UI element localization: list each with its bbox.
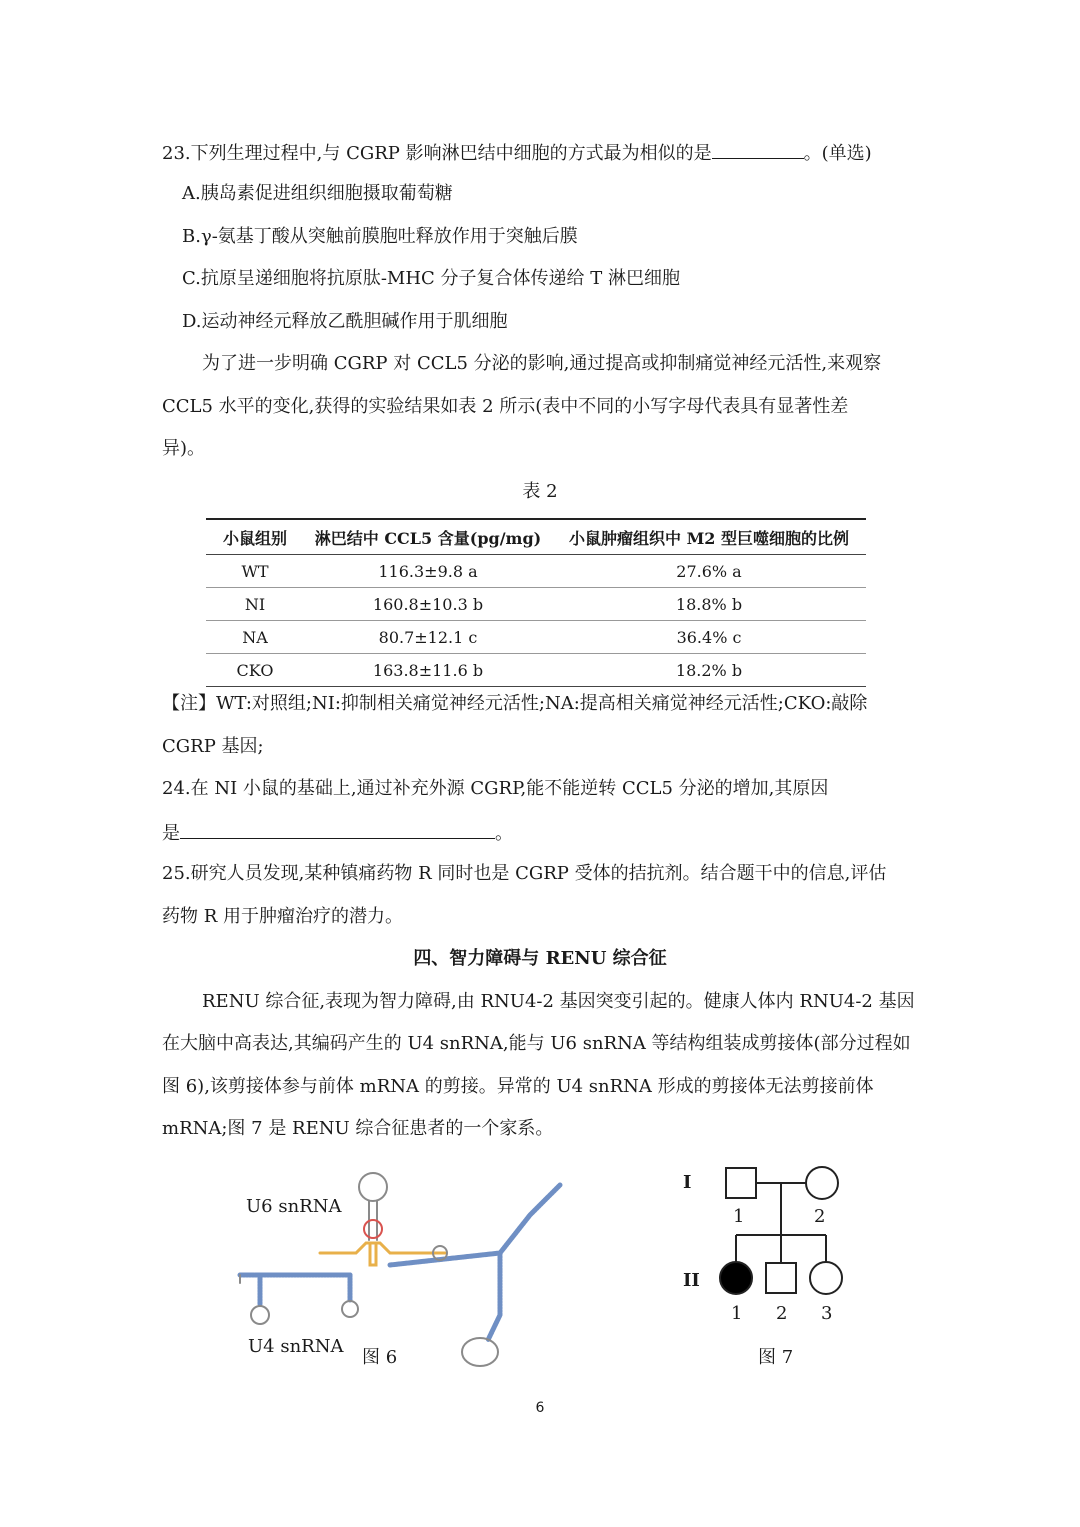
- figure-6-caption: 图 6: [362, 1347, 398, 1368]
- generation-ii-label: II: [683, 1270, 700, 1291]
- q23-stem: 23.下列生理过程中,与 CGRP 影响淋巴结中细胞的方式最为相似的是 。(单选): [162, 140, 872, 166]
- figure-7-caption: 图 7: [758, 1347, 794, 1368]
- table-header-row: [206, 519, 866, 555]
- q24-answer-blank: [180, 820, 495, 839]
- gen2-female-3: [810, 1262, 842, 1294]
- q25-line-2: 药物 R 用于肿瘤治疗的潜力。: [162, 906, 403, 927]
- gen1-id-2: 2: [814, 1206, 826, 1227]
- section4-line-2: 在大脑中高表达,其编码产生的 U4 snRNA,能与 U6 snRNA 等结构组装成剪接体(部分过程如: [162, 1033, 911, 1054]
- table-row: [206, 654, 866, 687]
- header-ccl5: 淋巴结中 CCL5 含量(pg/mg): [304, 519, 552, 555]
- u4-label: U4 snRNA: [248, 1336, 344, 1357]
- gen2-male-2: [766, 1263, 796, 1293]
- note-line-2: CGRP 基因;: [162, 736, 264, 757]
- u6-top-loop: [359, 1173, 387, 1201]
- u4-mid-loop: [342, 1301, 358, 1317]
- intro-line-2: CCL5 水平的变化,获得的实验结果如表 2 所示(表中不同的小写字母代表具有显著性差: [162, 396, 849, 417]
- intro-line-3: 异)。: [162, 438, 206, 459]
- gen2-affected-female-1: [720, 1262, 752, 1294]
- gen2-id-2: 2: [776, 1303, 788, 1324]
- u6-label: U6 snRNA: [246, 1196, 342, 1217]
- section-heading: 四、智力障碍与 RENU 综合征: [413, 948, 667, 969]
- cell-ccl5: 80.7±12.1 c: [304, 621, 552, 654]
- q25-line-1: 25.研究人员发现,某种镇痛药物 R 同时也是 CGRP 受体的拮抗剂。结合题干中的信息,评估: [162, 863, 887, 884]
- q23-option-b: B.γ-氨基丁酸从突触前膜胞吐释放作用于突触后膜: [182, 226, 578, 247]
- u4-left-loop: [251, 1306, 269, 1324]
- cell-ccl5: 160.8±10.3 b: [304, 588, 552, 621]
- cell-group: WT: [206, 555, 304, 588]
- u4-lower-stem: [488, 1253, 500, 1340]
- u6-red-bulge: [364, 1220, 382, 1238]
- table-title: 表 2: [522, 481, 558, 502]
- page-number: 6: [535, 1400, 545, 1416]
- cell-group: NI: [206, 588, 304, 621]
- q23-option-a: A.胰岛素促进组织细胞摄取葡萄糖: [182, 183, 453, 204]
- header-m2-ratio: 小鼠肿瘤组织中 M2 型巨噬细胞的比例: [552, 519, 866, 555]
- u6-strand-upper: [320, 1243, 445, 1253]
- u6-strand-stem: [370, 1245, 376, 1265]
- cell-m2: 18.2% b: [552, 654, 866, 687]
- cell-m2: 18.8% b: [552, 588, 866, 621]
- section4-line-3: 图 6),该剪接体参与前体 mRNA 的剪接。异常的 U4 snRNA 形成的剪接体无法剪接前体: [162, 1076, 874, 1097]
- q24-line-2: 是 。: [162, 820, 513, 846]
- table-row: [206, 588, 866, 621]
- table-row: [206, 555, 866, 588]
- section4-line-4: mRNA;图 7 是 RENU 综合征患者的一个家系。: [162, 1118, 554, 1139]
- gen1-female-2: [806, 1167, 838, 1199]
- cell-m2: 27.6% a: [552, 555, 866, 588]
- cell-ccl5: 163.8±11.6 b: [304, 654, 552, 687]
- cell-m2: 36.4% c: [552, 621, 866, 654]
- intro-line-1: 为了进一步明确 CGRP 对 CCL5 分泌的影响,通过提高或抑制痛觉神经元活性,来观察: [202, 353, 882, 374]
- u4-bottom-loop: [462, 1338, 498, 1366]
- gen2-id-3: 3: [821, 1303, 833, 1324]
- gen2-id-1: 1: [731, 1303, 743, 1324]
- gen1-id-1: 1: [733, 1206, 745, 1227]
- q23-answer-blank: [712, 140, 804, 159]
- note-line-1: 【注】WT:对照组;NI:抑制相关痛觉神经元活性;NA:提高相关痛觉神经元活性;CKO:敲除: [162, 693, 868, 714]
- section4-line-1: RENU 综合征,表现为智力障碍,由 RNU4-2 基因突变引起的。健康人体内 RNU4-2 基因: [202, 991, 915, 1012]
- q23-option-d: D.运动神经元释放乙酰胆碱作用于肌细胞: [182, 311, 508, 332]
- header-group: 小鼠组别: [206, 519, 304, 555]
- cell-group: NA: [206, 621, 304, 654]
- q23-option-c: C.抗原呈递细胞将抗原肽-MHC 分子复合体传递给 T 淋巴细胞: [182, 268, 681, 289]
- table-row: [206, 621, 866, 654]
- q24-line-1: 24.在 NI 小鼠的基础上,通过补充外源 CGRP,能不能逆转 CCL5 分泌的增加,其原因: [162, 778, 829, 799]
- cell-group: CKO: [206, 654, 304, 687]
- figure-7-pedigree: [680, 1160, 860, 1320]
- results-table: [206, 518, 866, 687]
- generation-i-label: I: [683, 1172, 692, 1193]
- cell-ccl5: 116.3±9.8 a: [304, 555, 552, 588]
- gen1-male-1: [726, 1168, 756, 1198]
